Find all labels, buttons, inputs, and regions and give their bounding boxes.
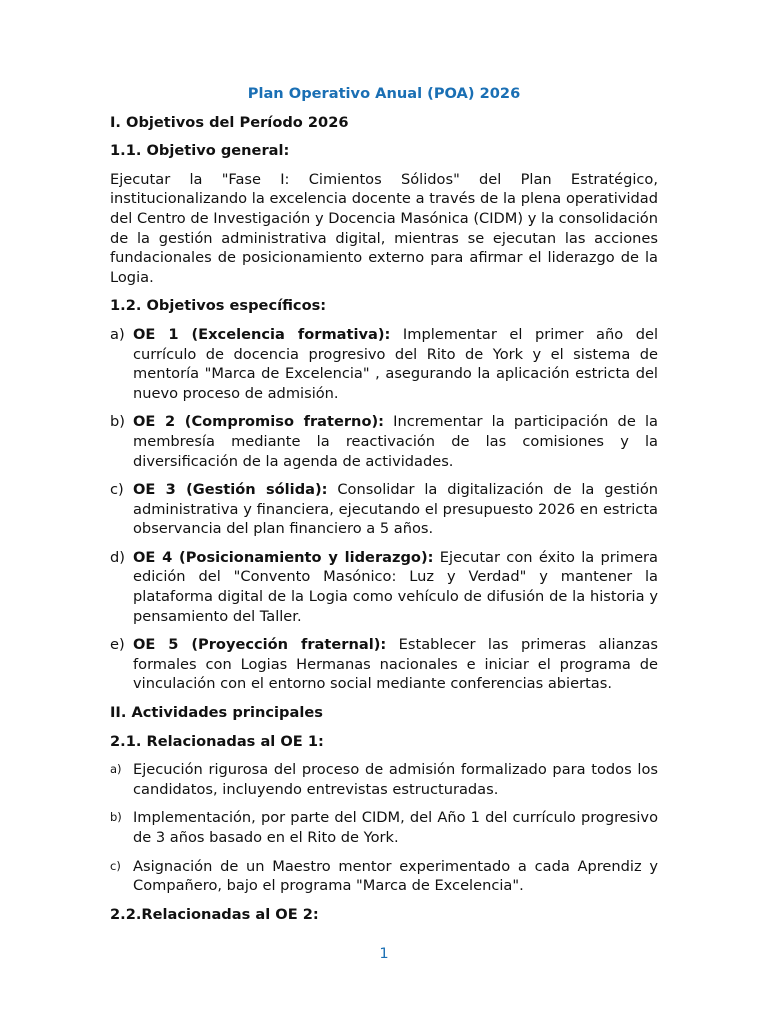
list-item	[110, 325, 658, 403]
objective-text: Ejecutar con éxito la primera edición del "Convento Masónico: Luz y Verdad" y mantener la plataforma digital de la Logia como vehículo de difusión de la historia y pensamiento del Taller.	[133, 548, 658, 625]
list-item-text	[133, 325, 658, 403]
list-marker: e)	[110, 636, 125, 654]
list-marker: a)	[110, 762, 122, 777]
document-title: Plan Operativo Anual (POA) 2026	[247, 85, 521, 102]
list-item-text: Ejecución rigurosa del proceso de admisión formalizado para todos los candidatos, incluyendo entrevistas estructuradas.	[133, 761, 658, 798]
page-number: 1	[379, 945, 389, 962]
objective-label: OE 2 (Compromiso fraterno):	[133, 413, 384, 431]
list-marker: c)	[110, 858, 121, 873]
list-item-text	[133, 635, 658, 694]
section-heading-activities: II. Actividades principales	[110, 704, 323, 722]
objective-text: Consolidar la digitalización de la gestión administrativa y financiera, ejecutando el presupuesto 2026 en estricta observancia del plan financiero a 5 años.	[133, 481, 659, 538]
list-item	[110, 760, 658, 799]
list-item	[110, 635, 658, 694]
list-item	[110, 548, 658, 626]
objective-label: OE 1 (Excelencia formativa):	[133, 325, 391, 343]
objective-text: Implementar el primer año del currículo de docencia progresivo del Rito de York y el sistema de mentoría "Marca de Excelencia" , asegurando la aplicación estricta del nuevo proceso de admisión.	[133, 325, 659, 402]
objectives-list	[110, 325, 658, 694]
subheading-oe2-activities: 2.2.Relacionadas al OE 2:	[110, 905, 319, 923]
list-item-text	[133, 412, 658, 471]
section-heading-objectives: I. Objetivos del Período 2026	[110, 113, 349, 131]
list-item	[110, 412, 658, 471]
general-objective-text: Ejecutar la "Fase I: Cimientos Sólidos" del Plan Estratégico, institucionalizando la excelencia docente a través de la plena operatividad del Centro de Investigación y Docencia Masónica (CIDM) y la consolidación de la gestión administrativa digital, mientras se ejecutan las acciones fundacionales de posicionamiento externo para afirmar el liderazgo de la Logia.	[110, 170, 658, 286]
objective-label: OE 5 (Proyección fraternal):	[133, 636, 387, 654]
objective-label: OE 4 (Posicionamiento y liderazgo):	[133, 548, 434, 566]
subheading-general-objective: 1.1. Objetivo general:	[110, 142, 290, 160]
objective-label: OE 3 (Gestión sólida):	[133, 481, 328, 499]
list-item	[110, 808, 658, 847]
list-item-text: Implementación, por parte del CIDM, del Año 1 del currículo progresivo de 3 años basado en el Rito de York.	[133, 809, 658, 846]
activities-list	[110, 760, 658, 896]
list-marker: a)	[110, 325, 125, 343]
list-marker: b)	[110, 810, 122, 825]
list-item-text	[133, 548, 658, 626]
list-item-text	[133, 480, 658, 539]
list-marker: c)	[110, 481, 124, 499]
objective-text: Establecer las primeras alianzas formales con Logias Hermanas nacionales e iniciar el programa de vinculación con el entorno social mediante conferencias abiertas.	[133, 636, 658, 693]
subheading-specific-objectives: 1.2. Objetivos específicos:	[110, 297, 327, 315]
subheading-oe1-activities: 2.1. Relacionadas al OE 1:	[110, 732, 324, 750]
list-item-text: Asignación de un Maestro mentor experimentado a cada Aprendiz y Compañero, bajo el programa "Marca de Excelencia".	[133, 857, 658, 895]
list-item	[110, 857, 658, 896]
list-marker: b)	[110, 413, 125, 431]
objective-text: Incrementar la participación de la membresía mediante la reactivación de las comisiones y la diversificación de la agenda de actividades.	[133, 413, 658, 470]
list-item	[110, 480, 658, 539]
list-marker: d)	[110, 548, 125, 566]
document-page	[110, 84, 658, 933]
